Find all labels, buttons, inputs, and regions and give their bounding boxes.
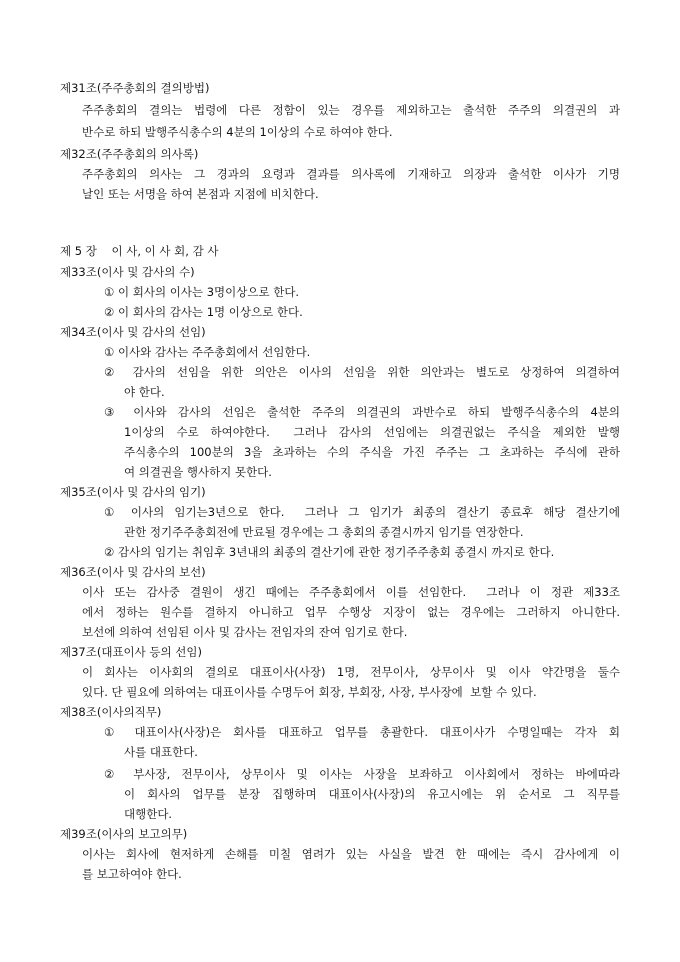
- article-34-item-2-line-1: ② 감사의 선임을 위한 의안은 이사의 선임을 위한 의안과는 별도로 상정하여 의결하여: [104, 365, 620, 379]
- article-33-item-1: ① 이 회사의 이사는 3명이상으로 한다.: [104, 285, 300, 299]
- article-35-title: 제35조(이사 및 감사의 임기): [60, 485, 206, 499]
- article-39-text-line-2: 를 보고하여야 한다.: [82, 867, 182, 881]
- article-38-item-2-line-2: 이 회사의 업무를 분장 집행하며 대표이사(사장)의 유고시에는 위 순서로 그 직무를: [124, 787, 620, 801]
- article-39-title: 제39조(이사의 보고의무): [60, 827, 188, 841]
- chapter-5-heading: 제 5 장 이 사, 이 사 회, 감 사: [60, 244, 219, 258]
- article-34-item-3-line-1: ③ 이사와 감사의 선임은 출석한 주주의 의결권의 과반수로 하되 발행주식총수의 4분의: [104, 405, 620, 419]
- article-35-item-1-line-1: ① 이사의 임기는3년으로 한다. 그러나 그 임기가 최종의 결산기 종료후 해당 결산기에: [104, 505, 620, 519]
- article-35-item-1-line-2: 관한 정기주주총회전에 만료될 경우에는 그 총회의 종결시까지 임기를 연장한다.: [124, 525, 524, 539]
- article-38-item-2-line-1: ② 부사장, 전무이사, 상무이사 및 이사는 사장을 보좌하고 이사회에서 정하는 바에따라: [104, 767, 620, 781]
- article-32-text-line-1: 주주총회의 의사는 그 경과의 요령과 결과를 의사록에 기재하고 의장과 출석한 이사가 기명: [82, 167, 620, 181]
- article-38-item-2-line-3: 대행한다.: [124, 807, 173, 821]
- article-38-item-1-line-2: 사를 대표한다.: [124, 745, 198, 759]
- article-31-title: 제31조(주주총회의 결의방법): [60, 81, 210, 95]
- article-32-title: 제32조(주주총회의 의사록): [60, 147, 199, 161]
- article-34-item-1: ① 이사와 감사는 주주총회에서 선임한다.: [104, 345, 311, 359]
- article-31-text-line-1: 주주총회의 결의는 법령에 다른 정함이 있는 경우를 제외하고는 출석한 주주의 의결권의 과: [82, 103, 620, 117]
- article-36-text-line-1: 이사 또는 감사중 결원이 생긴 때에는 주주총회에서 이를 선임한다. 그러나 이 정관 제33조: [82, 585, 620, 599]
- article-33-item-2: ② 이 회사의 감사는 1명 이상으로 한다.: [104, 305, 303, 319]
- article-34-item-3-line-3: 주식총수의 100분의 3을 초과하는 수의 주식을 가진 주주는 그 초과하는 주식에 관하: [124, 445, 620, 459]
- article-34-item-3-line-4: 여 의결권을 행사하지 못한다.: [124, 465, 272, 479]
- article-35-item-2: ② 감사의 임기는 취임후 3년내의 최종의 결산기에 관한 정기주주총회 종결시 까지로 한다.: [104, 545, 555, 559]
- article-38-item-1-line-1: ① 대표이사(사장)은 회사를 대표하고 업무를 총괄한다. 대표이사가 수명일때는 각자 회: [104, 725, 620, 739]
- article-37-text-line-2: 있다. 단 필요에 의하여는 대표이사를 수명두어 회장, 부회장, 사장, 부사장에 보할 수 있다.: [82, 685, 537, 699]
- article-36-text-line-2: 에서 정하는 원수를 결하지 아니하고 업무 수행상 지장이 없는 경우에는 그러하지 아니한다.: [82, 605, 620, 619]
- article-36-title: 제36조(이사 및 감사의 보선): [60, 565, 206, 579]
- article-38-title: 제38조(이사의직무): [60, 705, 162, 719]
- article-32-text-line-2: 날인 또는 서명을 하여 본점과 지점에 비치한다.: [82, 187, 319, 201]
- article-37-title: 제37조(대표이사 등의 선임): [60, 645, 203, 659]
- article-39-text-line-1: 이사는 회사에 현저하게 손해를 미칠 염려가 있는 사실을 발견 한 때에는 즉시 감사에게 이: [82, 847, 620, 861]
- article-33-title: 제33조(이사 및 감사의 수): [60, 265, 195, 279]
- article-34-item-3-line-2: 1이상의 수로 하여야한다. 그러나 감사의 선임에는 의결권없는 주식을 제외한 발행: [124, 425, 620, 439]
- article-37-text-line-1: 이 회사는 이사회의 결의로 대표이사(사장) 1명, 전무이사, 상무이사 및 이사 약간명을 둘수: [82, 665, 620, 679]
- article-36-text-line-3: 보선에 의하여 선임된 이사 및 감사는 전임자의 잔여 임기로 한다.: [82, 625, 408, 639]
- article-34-title: 제34조(이사 및 감사의 선임): [60, 325, 206, 339]
- article-34-item-2-line-2: 야 한다.: [124, 385, 165, 399]
- article-31-text-line-2: 반수로 하되 발행주식총수의 4분의 1이상의 수로 하여야 한다.: [82, 125, 393, 139]
